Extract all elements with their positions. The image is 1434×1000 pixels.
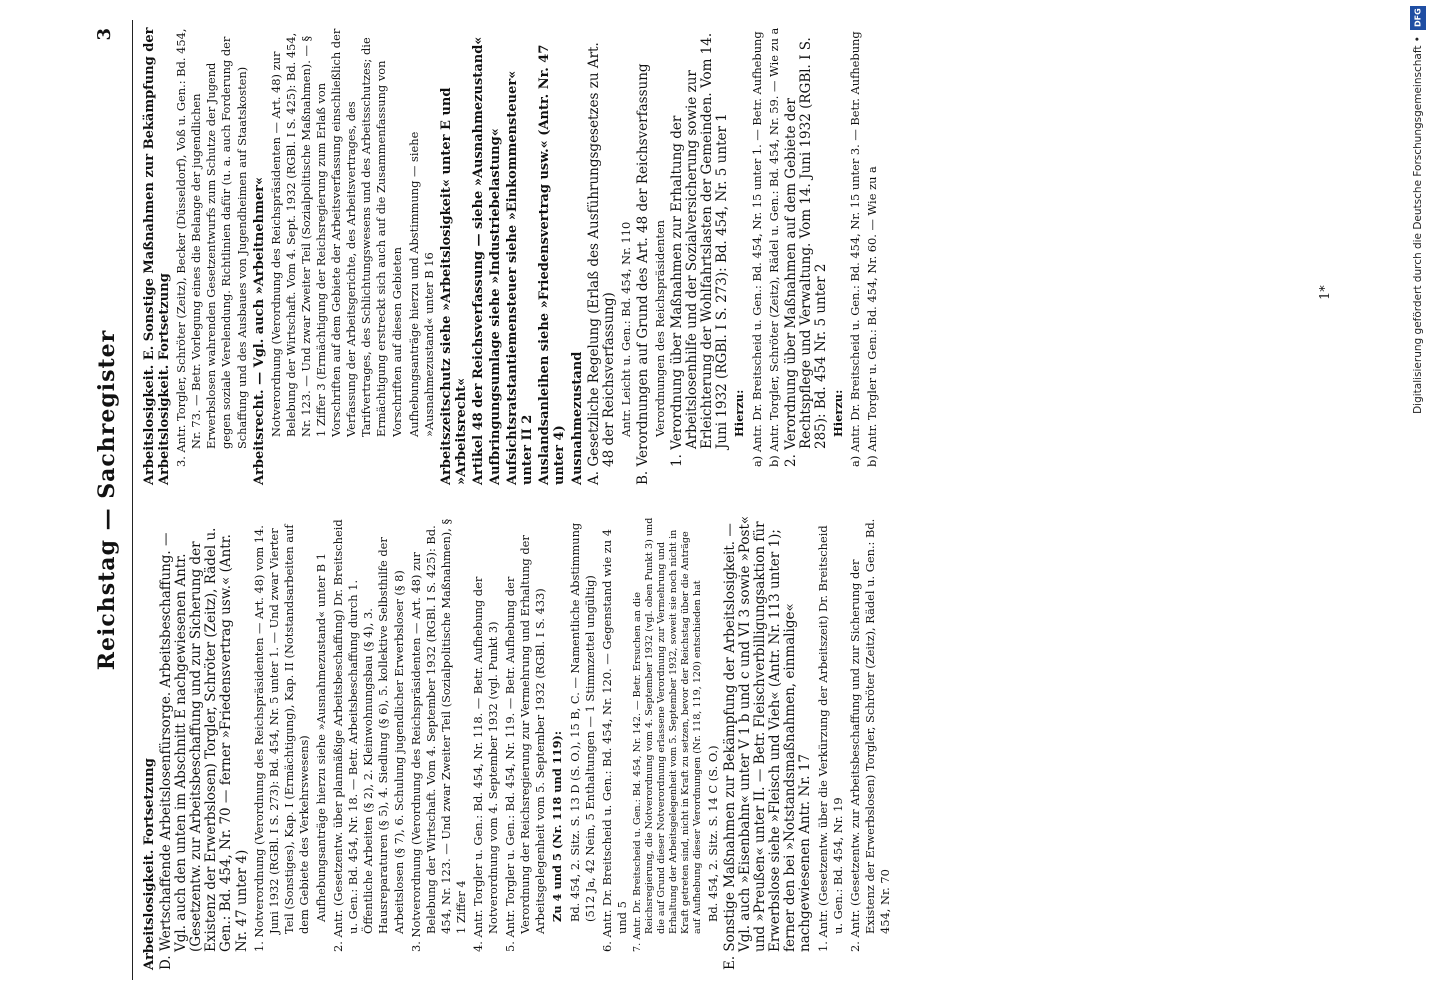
section-heading: Arbeitslosigkeit. Fortsetzung: [142, 758, 157, 970]
index-entry: a) Antr. Dr. Breitscheid u. Gen.: Bd. 454, Nr. 15 unter 3. — Betr. Aufhebung: [848, 31, 863, 467]
index-entry: Hierzu:: [732, 389, 747, 437]
index-entry: b) Antr. Torgler, Schröter (Zeitz), Rädel u. Gen.: Bd. 454, Nr. 59. — Wie zu a: [766, 27, 781, 467]
index-entry: A. Gesetzliche Regelung (Erlaß des Ausführungsgesetzes zu Art. 48 der Reichsverfassung): [585, 42, 617, 485]
index-entry: Bd. 454, 2. Sitz. S. 13 D (S. O.), 15 B, C. — Namentliche Abstimmung (512 Ja, 42 Nein, 5 Enthaltungen — 1 Stimmzettel ungültig): [567, 522, 597, 922]
index-entry: b) Antr. Torgler u. Gen.: Bd. 454, Nr. 60. — Wie zu a: [865, 166, 880, 467]
right-column: [142, 27, 882, 485]
page-title: Reichstag — Sachregister: [94, 329, 120, 671]
index-entry: 7. Antr. Dr. Breitscheid u. Gen.: Bd. 454, Nr. 142. — Betr. Ersuchen an die Reichsregierung, die Notverordnung vom 4. September 1932 (vgl. oben Punkt 3) und die auf Grund dieser Notverordnung erlassene Verordnung zur Vermehrung und Erhaltung der Arbeitsgelegenheit vom 5. September 1932, soweit sie noch nicht in Kraft getreten sind, nicht in Kraft zu setzen, bevor der Reichstag über die Anträge auf Aufhebung dieser Verordnungen (Nr. 118, 119, 120) entschieden hat: [631, 517, 703, 952]
index-entry: 6. Antr. Dr. Breitscheid u. Gen.: Bd. 454, Nr. 120. — Gegenstand wie zu 4 und 5: [599, 528, 629, 952]
index-entry: 2. Antr. (Gesetzentw. über planmäßige Arbeitsbeschaffung) Dr. Breitscheid u. Gen.: Bd. 454, Nr. 18. — Betr. Arbeitsbeschaffung durch 1. Öffentliche Arbeiten (§ 2), 2. Kleinwohnungsbau (§ 4), 3. Hausreparaturen (§ 5), 4. Siedlung (§ 6), 5. kollektive Selbsthilfe der Arbeitslosen (§ 7), 6. Schulung jugendlicher Erwerbsloser (§ 8): [331, 519, 406, 952]
left-column: [142, 515, 895, 970]
index-entry: a) Antr. Dr. Breitscheid u. Gen.: Bd. 454, Nr. 15 unter 1. — Betr. Aufhebung: [749, 31, 764, 467]
index-entry: Antr. Leicht u. Gen.: Bd. 454, Nr. 110: [618, 221, 633, 437]
index-keyword: Artikel 48 der Reichsverfassung — siehe »Ausnahmezustand«: [470, 36, 486, 485]
index-entry: D. Wertschaffende Arbeitslosenfürsorge. Arbeitsbeschaffung. — Vgl. auch den unten im Abschnitt E nachgewiesenen Antr. (Gesetzentw. zur Arbeitsbeschaffung und zur Sicherung der Existenz der Erwerbslosen) Torgler, Schröter (Zeitz), Rädel u. Gen.: Bd. 454, Nr. 70 — ferner »Friedensvertrag usw.« (Antr. Nr. 47 unter 4): [158, 527, 250, 970]
index-entry: Verordnungen des Reichspräsidenten: [653, 219, 667, 437]
index-keyword: Arbeitszeitschutz siehe »Arbeitslosigkeit« unter E und »Arbeitsrecht«: [438, 87, 469, 485]
index-keyword: Aufsichtsratstantiemensteuer siehe »Einkommensteuer« unter II 2: [505, 70, 536, 485]
index-entry: 2. Antr. (Gesetzentw. zur Arbeitsbeschaffung und zur Sicherung der Existenz der Erwerbslosen) Torgler, Schröter (Zeitz), Rädel u. Gen.: Bd. 454, Nr. 70: [847, 518, 892, 952]
index-entry: 4. Antr. Torgler u. Gen.: Bd. 454, Nr. 118. — Betr. Aufhebung der Notverordnung vom 4. September 1932 (vgl. Punkt 3): [470, 576, 501, 952]
digitization-credit: [1410, 6, 1430, 986]
dfg-logo: DFG: [1410, 6, 1426, 30]
index-entry: Hierzu:: [831, 389, 846, 437]
index-entry: Notverordnung (Verordnung des Reichspräsidenten — Art. 48) zur Belebung der Wirtschaft. Vom 4. Sept. 1932 (RGBl. I S. 425): Bd. 454, Nr. 123. — Und zwar Zweiter Teil (Sozialpolitische Maßnahmen). — § 1 Ziffer 3 (Ermächtigung der Reichsregierung zum Erlaß von Vorschriften auf dem Gebiete der Arbeitsverfassung einschließlich der Verfassung der Arbeitsgerichte, des Arbeitsvertrages, des Tarifvertrages, des Schlichtungswesens und des Arbeitsschutzes; die Ermächtigung erstreckt sich auch auf die Zusammenfassung von Vorschriften auf diesen Gebieten: [268, 28, 404, 437]
index-entry: Bd. 454, 2. Sitz. S. 14 C (S. O.): [705, 745, 720, 922]
index-keyword: Auslandsanleihen siehe »Friedensvertrag usw.« (Antr. Nr. 47 unter 4): [537, 44, 568, 485]
index-entry: 5. Antr. Torgler u. Gen.: Bd. 454, Nr. 119. — Betr. Aufhebung der Verordnung der Reichsregierung zur Vermehrung und Erhaltung der Arbeitsgelegenheit vom 5. September 1932 (RGBl. I S. 433): [503, 535, 548, 952]
index-entry: Zu 4 und 5 (Nr. 118 und 119):: [550, 730, 565, 922]
index-entry: 1. Verordnung über Maßnahmen zur Erhaltung der Arbeitslosenhilfe und der Sozialversicherung sowie zur Erleichterung der Wohlfahrtslasten der Gemeinden. Vom 14. Juni 1932 (RGBl. I S. 273): Bd. 454, Nr. 5 unter 1: [669, 32, 731, 467]
section-heading: Arbeitslosigkeit. E. Sonstige Maßnahmen zur Bekämpfung der Arbeitslosigkeit. Fortsetzung: [142, 27, 173, 485]
index-entry: 1. Notverordnung (Verordnung des Reichspräsidenten — Art. 48) vom 14. Juni 1932 (RGBl. I S. 273): Bd. 454, Nr. 5 unter 1. — Und zwar Vierter Teil (Sonstiges), Kap. I (Ermächtigung), Kap. II (Notstandsarbeiten auf dem Gebiete des Verkehrswesens): [251, 524, 311, 952]
index-entry: 3. Notverordnung (Verordnung des Reichspräsidenten — Art. 48) zur Belebung der Wirtschaft. Vom 4. September 1932 (RGBl. I S. 425): Bd. 454, Nr. 123. — Und zwar Zweiter Teil (Sozialpolitische Maßnahmen), § 1 Ziffer 4: [408, 518, 468, 952]
index-entry: 1. Antr. (Gesetzentw. über die Verkürzung der Arbeitszeit) Dr. Breitscheid u. Gen.: Bd. 454, Nr. 19: [815, 525, 845, 952]
running-header: [88, 0, 128, 1000]
header-rule: [132, 20, 133, 980]
credit-text: Digitalisierung gefördert durch die Deutsche Forschungsgemeinschaft •: [1412, 36, 1424, 414]
page-number: 3: [94, 28, 115, 41]
index-entry: Aufhebungsanträge hierzu und Abstimmung — siehe »Ausnahmezustand« unter B 16: [406, 131, 436, 437]
index-keyword: Aufbringungsumlage siehe »Industriebelastung«: [488, 128, 504, 485]
index-entry: Aufhebungsanträge hierzu siehe »Ausnahmezustand« unter B 1: [314, 552, 329, 922]
index-entry: B. Verordnungen auf Grund des Art. 48 der Reichsverfassung: [634, 63, 651, 485]
index-entry: 2. Verordnung über Maßnahmen auf dem Gebiete der Rechtspflege und Verwaltung. Vom 14. Juni 1932 (RGBl. I S. 285): Bd. 454 Nr. 5 unter 2: [782, 37, 829, 467]
index-keyword: Ausnahmezustand: [569, 351, 585, 485]
index-keyword: Arbeitsrecht. — Vgl. auch »Arbeitnehmer«: [251, 176, 267, 485]
index-entry: 3. Antr. Torgler, Schröter (Zeitz), Becker (Düsseldorf), Voß u. Gen.: Bd. 454, Nr. 73. — Betr. Vorlegung eines die Belange der jugendlichen Erwerbslosen wahrenden Gesetzentwurfs zum Schutze der Jugend gegen soziale Verelendung. Richtlinien dafür (u. a. auch Forderung der Schaffung und des Ausbaues von Jugendheimen auf Staatskosten): [174, 28, 249, 467]
index-entry: E. Sonstige Maßnahmen zur Bekämpfung der Arbeitslosigkeit. — Vgl. auch »Eisenbahn« unter V 1 b und c und VI 3 sowie »Post« und »Preußen« unter II. — Betr. Fleischverbilligungsaktion für Erwerbslose siehe »Fleisch und Vieh« (Antr. Nr. 113 unter 1); ferner den bei »Notstandsmaßnahmen, einmalige« nachgewiesenen Antr. Nr. 17: [722, 515, 814, 970]
signature-mark: 1*: [1318, 285, 1333, 300]
